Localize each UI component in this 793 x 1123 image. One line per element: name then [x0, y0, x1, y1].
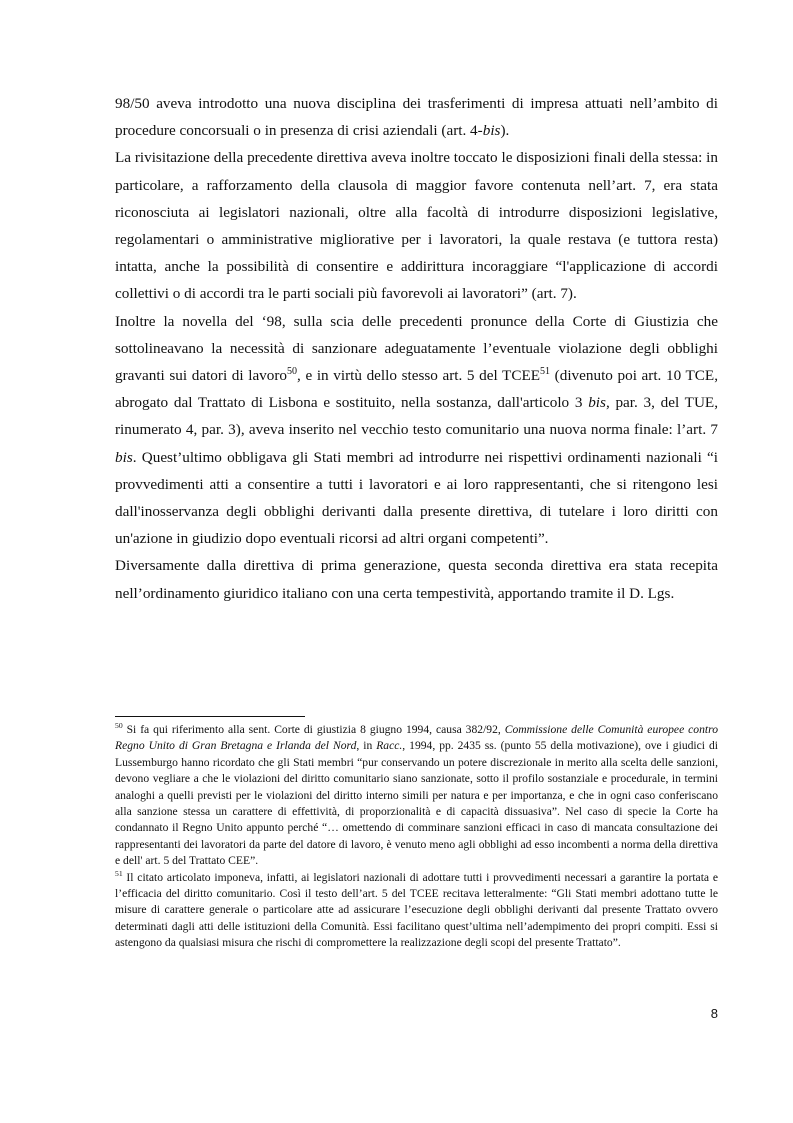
body-text: [115, 90, 718, 607]
paragraph-3: [115, 308, 718, 553]
paragraph-3-text-b: , e in virtù dello stesso art. 5 del TCEE: [297, 367, 541, 385]
footnote-51-text: Il citato articolato imponeva, infatti, ai legislatori nazionali di adottare tutti i provvedimenti necessari a garantire la portata e l’efficacia del diritto comunitario. Così il testo dell’art. 5 del TCEE recitava letteralmente: “Gli Stati membri adottano tutte le misure di carattere generale o particolare atte ad assicurare l’esecuzione degli obblighi derivanti dal presente Trattato ovvero determinati dagli atti delle istituzioni della Comunità. Essi facilitano quest’ultima nell’adempimento dei propri compiti. Essi si astengono da qualsiasi misura che rischi di compromettere la realizzazione degli scopi del presente Trattato”.: [115, 870, 718, 950]
paragraph-3-italic-1: bis: [588, 394, 606, 412]
footnotes: [115, 722, 718, 952]
footnote-50-racc: Racc.: [376, 739, 403, 753]
footnote-50-text-c: , in: [356, 739, 377, 753]
footnote-50-text-e: , 1994, pp. 2435 ss. (punto 55 della motivazione), ove i giudici di Lussemburgo hanno ricordato che gli Stati membri “pur conservando un potere discrezionale in merito alla scelta delle sanzioni, devono vegliare a che le violazioni del diritto comunitario siano sanzionate, sotto il profilo sostanziale e procedurale, in termini analoghi a quelli previsti per le violazioni del diritto interno simili per natura e per importanza, e che in ogni caso conferiscano alla sanzione stessa un carattere di effettività, di proporzionalità e di capacità dissuasiva”. Nel caso di specie la Corte ha condannato il Regno Unito appunto perché “… omettendo di comminare sanzioni efficaci in caso di mancata consultazione dei rappresentanti dei lavoratori da parte del datore di lavoro, è venuto meno agli obblighi ad esso incombenti a norma della direttiva e dell' art. 5 del Trattato CEE”.: [115, 739, 718, 868]
paragraph-3-italic-2: bis: [115, 448, 133, 466]
footnote-50-case-title: Commissione delle Comunità europee contro Regno Unito di Gran Bretagna e Irlanda del Nord: [115, 723, 719, 753]
paragraph-2: La rivisitazione della precedente direttiva aveva inoltre toccato le disposizioni finali della stessa: in particolare, a rafforzamento della clausola di maggior favore contenuta nell’art. 7, era stata riconosciuta ai legislatori nazionali, oltre alla facoltà di introdurre disposizioni legislative, regolamentari o amministrative migliorative per i lavoratori, la quale restava (e tuttora resta) intatta, anche la possibilità di consentire e addirittura incoraggiare “l'applicazione di accordi collettivi o di accordi tra le parti sociali più favorevoli ai lavoratori” (art. 7).: [115, 149, 718, 303]
paragraph-1: [115, 90, 718, 144]
footnote-51-number: 51: [115, 868, 123, 878]
paragraph-3-text-e: , par. 3, del TUE, rinumerato 4, par. 3), aveva inserito nel vecchio testo comunitario una nuova norma finale: l’art. 7: [115, 394, 718, 439]
paragraph-3-text-c: (divenuto poi art. 10 TCE, abrogato dal Trattato di Lisbona e sostituito, nella sostanza, dall'articolo 3: [115, 367, 718, 412]
paragraph-4: Diversamente dalla direttiva di prima generazione, questa seconda direttiva era stata recepita nell’ordinamento giuridico italiano con una certa tempestività, apportando tramite il D. Lgs.: [115, 557, 718, 602]
footnote-50-text-a: Si fa qui riferimento alla sent. Corte di giustizia 8 giugno 1994, causa 382/92,: [122, 723, 505, 736]
footnote-51: [115, 870, 718, 952]
footnote-50-number: 50: [115, 721, 123, 731]
footnote-separator: [115, 716, 305, 717]
paragraph-1-text: 98/50 aveva introdotto una nuova disciplina dei trasferimenti di impresa attuati nell’ambito di procedure concorsuali o in presenza di crisi aziendali (art. 4-: [115, 95, 718, 140]
paragraph-3-text-g: . Quest’ultimo obbligava gli Stati membri ad introdurre nei rispettivi ordinamenti nazionali “i provvedimenti atti a consentire a tutti i lavoratori e ai loro rappresentanti, che si ritengono lesi dall'inosservanza degli obblighi derivanti dalla presente direttiva, di tutelare i loro diritti con un'azione in giudizio dopo eventuali ricorsi ad altri organi competenti”.: [115, 448, 718, 548]
footnote-ref-51[interactable]: 51: [540, 365, 551, 377]
footnote-ref-50[interactable]: 50: [287, 365, 298, 377]
footnote-50: [115, 722, 718, 870]
page-number: 8: [710, 1006, 718, 1021]
paragraph-3-text-a: Inoltre la novella del ‘98, sulla scia delle precedenti pronunce della Corte di Giustizia che sottolineavano la necessità di sanzionare adeguatamente l’eventuale violazione degli obblighi gravanti sui datori di lavoro: [115, 312, 718, 385]
paragraph-1-italic: bis: [482, 122, 501, 140]
paragraph-1-end: ).: [500, 122, 510, 140]
